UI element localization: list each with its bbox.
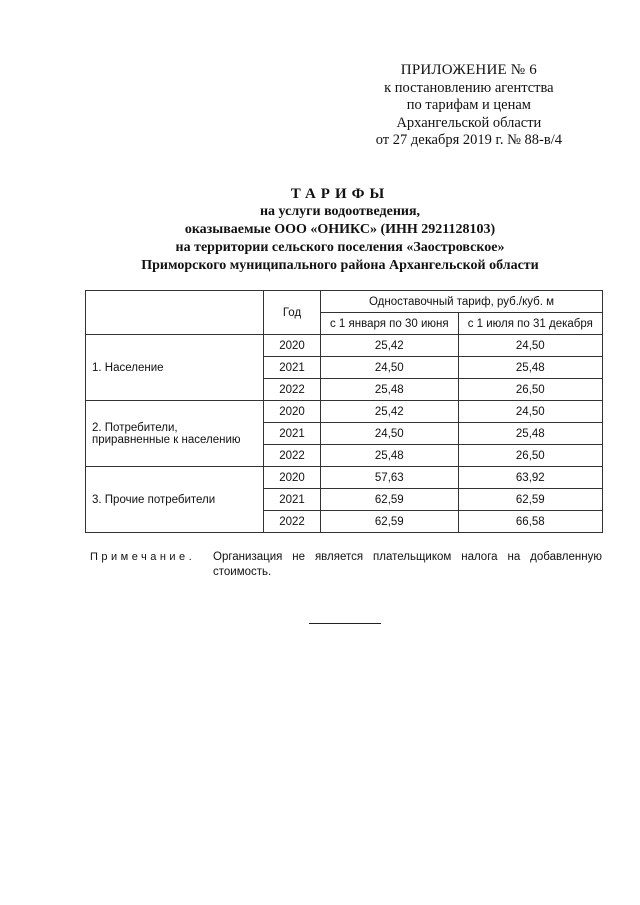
- title-line: оказываемые ООО «ОНИКС» (ИНН 2921128103): [184, 222, 496, 237]
- year-cell: 2021: [264, 357, 321, 379]
- title-line: на услуги водоотведения,: [259, 204, 421, 219]
- tariff-cell: 66,58: [458, 511, 602, 533]
- category-cell: 3. Прочие потребители: [86, 467, 264, 533]
- tariff-cell: 25,48: [458, 357, 602, 379]
- tariff-cell: 24,50: [321, 357, 459, 379]
- category-cell: 1. Население: [86, 335, 264, 401]
- tariff-cell: 57,63: [321, 467, 459, 489]
- appendix-line: Архангельской области: [396, 114, 542, 131]
- year-cell: 2022: [264, 511, 321, 533]
- tariff-cell: 25,42: [321, 335, 459, 357]
- tariff-cell: 63,92: [458, 467, 602, 489]
- year-cell: 2020: [264, 467, 321, 489]
- year-cell: 2022: [264, 379, 321, 401]
- category-cell: 2. Потребители, приравненные к населению: [86, 401, 264, 467]
- tariff-cell: 62,59: [458, 489, 602, 511]
- table-row: [86, 401, 603, 423]
- appendix-heading: ПРИЛОЖЕНИЕ № 6: [400, 62, 537, 78]
- year-cell: 2020: [264, 335, 321, 357]
- title-main: ТАРИФЫ: [290, 186, 390, 202]
- tariff-cell: 26,50: [458, 445, 602, 467]
- tariff-cell: 24,50: [458, 335, 602, 357]
- tariff-cell: 62,59: [321, 511, 459, 533]
- year-cell: 2022: [264, 445, 321, 467]
- year-header: Год: [264, 291, 321, 335]
- appendix-line: по тарифам и ценам: [406, 97, 531, 113]
- tariff-cell: 25,48: [458, 423, 602, 445]
- tariff-cell: 25,48: [321, 445, 459, 467]
- tariff-cell: 25,48: [321, 379, 459, 401]
- appendix-line: к постановлению агентства: [384, 79, 554, 96]
- title-line: Приморского муниципального района Архангельской области: [141, 258, 539, 273]
- table-header-row: [86, 291, 603, 313]
- year-cell: 2020: [264, 401, 321, 423]
- document-title: [80, 185, 600, 275]
- end-divider: [309, 623, 381, 624]
- tariff-cell: 26,50: [458, 379, 602, 401]
- title-line: на территории сельского поселения «Заостровское»: [175, 240, 505, 255]
- appendix-block: [376, 62, 562, 150]
- table-row: [86, 335, 603, 357]
- note-label: Примечание.: [90, 551, 196, 563]
- tariff-header: Одноставочный тариф, руб./куб. м: [321, 291, 603, 313]
- appendix-date-line: от 27 декабря 2019 г. № 88-в/4: [375, 132, 562, 148]
- year-cell: 2021: [264, 423, 321, 445]
- tariff-cell: 25,42: [321, 401, 459, 423]
- tariff-cell: 62,59: [321, 489, 459, 511]
- table-row: [86, 467, 603, 489]
- tariff-cell: 24,50: [321, 423, 459, 445]
- tariff-cell: 24,50: [458, 401, 602, 423]
- year-cell: 2021: [264, 489, 321, 511]
- category-header-cell: [86, 291, 264, 335]
- tariff-table: [85, 290, 603, 533]
- period2-header: с 1 июля по 31 декабря: [458, 313, 602, 335]
- period1-header: с 1 января по 30 июня: [321, 313, 459, 335]
- note-text: Организация не является плательщиком налога на добавленную стоимость.: [213, 551, 602, 578]
